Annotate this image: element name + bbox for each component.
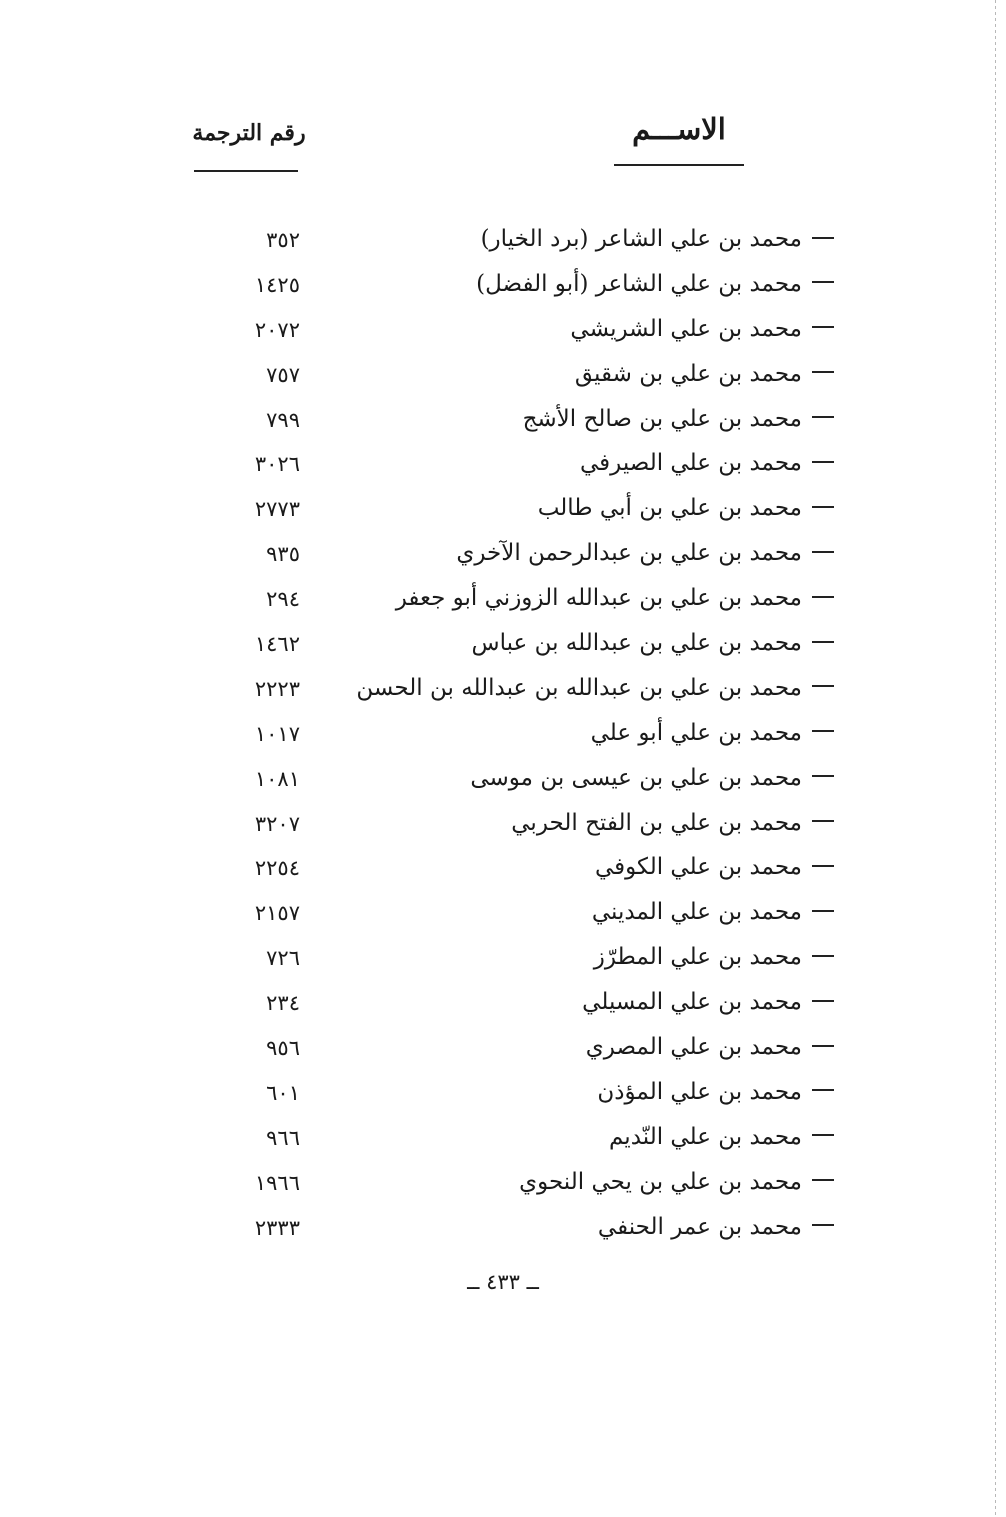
index-entry bbox=[0, 985, 1006, 1030]
entry-name: محمد بن علي المؤذن bbox=[597, 1078, 802, 1105]
entry-name-cell bbox=[586, 1034, 834, 1060]
entry-dash-marker bbox=[812, 1134, 834, 1136]
entry-name-cell bbox=[582, 989, 834, 1015]
entry-number: ٢٣٤ bbox=[266, 991, 300, 1016]
entry-number: ٧٩٩ bbox=[266, 407, 300, 432]
entry-number: ١٩٦٦ bbox=[254, 1170, 300, 1195]
entry-number: ٢٢٥٤ bbox=[254, 856, 300, 881]
name-column-rule bbox=[614, 164, 744, 166]
entry-name: محمد بن علي أبو علي bbox=[590, 719, 802, 746]
entry-number: ٢١٥٧ bbox=[254, 901, 300, 926]
entry-dash-marker bbox=[812, 775, 834, 777]
entry-name-cell bbox=[472, 630, 834, 656]
index-entry bbox=[0, 1030, 1006, 1075]
entry-name: محمد بن علي الشاعر (أبو الفضل) bbox=[476, 270, 802, 297]
entry-name: محمد بن علي الكوفي bbox=[594, 854, 802, 881]
index-entry bbox=[0, 536, 1006, 581]
index-entry bbox=[0, 446, 1006, 491]
index-entry bbox=[0, 761, 1006, 806]
entry-number: ١٤٢٥ bbox=[254, 272, 300, 297]
entry-dash-marker bbox=[812, 641, 834, 643]
entry-dash-marker bbox=[812, 1000, 834, 1002]
index-entry bbox=[0, 402, 1006, 447]
entry-dash-marker bbox=[812, 1045, 834, 1047]
entry-dash-marker bbox=[812, 1179, 834, 1181]
index-entry bbox=[0, 895, 1006, 940]
index-entry bbox=[0, 222, 1006, 267]
entry-name: محمد بن علي بن عبدالله بن عباس bbox=[471, 630, 802, 657]
entry-number: ٩٣٥ bbox=[266, 542, 300, 567]
entry-number: ٢٣٣٣ bbox=[254, 1215, 300, 1240]
entry-name: محمد بن علي بن يحي النحوي bbox=[519, 1168, 802, 1195]
entry-dash-marker bbox=[812, 1089, 834, 1091]
index-entry-list bbox=[0, 222, 1006, 1254]
index-entry bbox=[0, 267, 1006, 312]
entry-name: محمد بن علي النّديم bbox=[608, 1123, 802, 1150]
index-entry bbox=[0, 1165, 1006, 1210]
index-entry bbox=[0, 1210, 1006, 1255]
entry-dash-marker bbox=[812, 506, 834, 508]
index-entry bbox=[0, 1075, 1006, 1120]
entry-name: محمد بن علي بن الفتح الحربي bbox=[511, 809, 802, 836]
entry-number: ٣٠٢٦ bbox=[254, 452, 300, 477]
entry-name-cell bbox=[538, 495, 834, 521]
entry-number: ٧٥٧ bbox=[266, 362, 300, 387]
entry-dash-marker bbox=[812, 910, 834, 912]
entry-name-cell bbox=[456, 540, 834, 566]
index-entry bbox=[0, 491, 1006, 536]
entry-name-cell bbox=[396, 585, 834, 611]
entry-name-cell bbox=[597, 1079, 834, 1105]
entry-number: ٣٢٠٧ bbox=[254, 811, 300, 836]
entry-number: ١٤٦٢ bbox=[254, 632, 300, 657]
page-number: ــ ٤٣٣ ــ bbox=[467, 1270, 539, 1294]
entry-name: محمد بن علي بن عبدالله الزوزني أبو جعفر bbox=[395, 585, 802, 612]
entry-name-cell bbox=[519, 1169, 834, 1195]
entry-name: محمد بن علي الشريشي bbox=[570, 315, 802, 342]
entry-dash-marker bbox=[812, 551, 834, 553]
entry-name-cell bbox=[580, 450, 834, 476]
entry-dash-marker bbox=[812, 955, 834, 957]
entry-name: محمد بن علي الصيرفي bbox=[579, 450, 802, 477]
entry-name: محمد بن علي بن أبي طالب bbox=[537, 495, 802, 522]
entry-number: ١٠١٧ bbox=[254, 721, 300, 746]
entry-name-cell bbox=[476, 271, 834, 297]
entry-name: محمد بن علي المطرّز bbox=[593, 944, 802, 971]
entry-dash-marker bbox=[812, 1224, 834, 1226]
entry-name: محمد بن علي الشاعر (برد الخيار) bbox=[480, 226, 802, 252]
entry-number: ٦٠١ bbox=[266, 1080, 300, 1105]
entry-name: محمد بن علي بن شقيق bbox=[574, 360, 802, 387]
entry-number: ٢٠٧٢ bbox=[254, 317, 300, 342]
entry-number: ٧٢٦ bbox=[266, 946, 300, 971]
index-entry bbox=[0, 626, 1006, 671]
number-column-rule bbox=[194, 170, 298, 172]
index-entry bbox=[0, 1120, 1006, 1165]
entry-name: محمد بن علي بن عبدالرحمن الآخري bbox=[456, 540, 802, 567]
entry-number: ٢٩٤ bbox=[266, 587, 300, 612]
index-entry bbox=[0, 806, 1006, 851]
number-column-header: رقم الترجمة bbox=[192, 120, 306, 146]
entry-dash-marker bbox=[812, 685, 834, 687]
entry-name: محمد بن علي المديني bbox=[591, 899, 802, 926]
entry-number: ١٠٨١ bbox=[254, 766, 300, 791]
entry-name: محمد بن علي المسيلي bbox=[582, 989, 802, 1016]
entry-name-cell bbox=[591, 720, 834, 746]
entry-name-cell bbox=[470, 765, 834, 791]
entry-number: ٩٦٦ bbox=[266, 1125, 300, 1150]
entry-dash-marker bbox=[812, 371, 834, 373]
entry-number: ٢٧٧٣ bbox=[254, 497, 300, 522]
index-entry bbox=[0, 850, 1006, 895]
index-entry bbox=[0, 581, 1006, 626]
entry-name-cell bbox=[592, 899, 834, 925]
entry-name: محمد بن علي بن صالح الأشج bbox=[522, 405, 802, 432]
entry-number: ٢٢٢٣ bbox=[254, 676, 300, 701]
entry-dash-marker bbox=[812, 281, 834, 283]
entry-dash-marker bbox=[812, 596, 834, 598]
entry-number: ٩٥٦ bbox=[266, 1036, 300, 1061]
entry-dash-marker bbox=[812, 730, 834, 732]
entry-name-cell bbox=[523, 406, 834, 432]
entry-name: محمد بن عمر الحنفي bbox=[597, 1213, 802, 1240]
index-entry bbox=[0, 940, 1006, 985]
index-entry bbox=[0, 312, 1006, 357]
entry-name: محمد بن علي بن عبدالله بن عبدالله بن الحسن bbox=[356, 674, 802, 701]
entry-dash-marker bbox=[812, 326, 834, 328]
entry-name-cell bbox=[594, 944, 834, 970]
entry-dash-marker bbox=[812, 865, 834, 867]
entry-name-cell bbox=[511, 810, 834, 836]
entry-name-cell bbox=[598, 1214, 834, 1240]
entry-name: محمد بن علي المصري bbox=[585, 1034, 802, 1061]
index-entry bbox=[0, 716, 1006, 761]
entry-name-cell bbox=[609, 1124, 834, 1150]
entry-dash-marker bbox=[812, 461, 834, 463]
entry-name-cell bbox=[595, 854, 834, 880]
entry-dash-marker bbox=[812, 820, 834, 822]
entry-name-cell bbox=[570, 316, 834, 342]
entry-dash-marker bbox=[812, 237, 834, 239]
index-entry bbox=[0, 671, 1006, 716]
index-entry bbox=[0, 357, 1006, 402]
entry-number: ٣٥٢ bbox=[266, 228, 300, 252]
entry-name-cell bbox=[356, 675, 834, 701]
entry-name: محمد بن علي بن عيسى بن موسى bbox=[470, 764, 802, 791]
entry-dash-marker bbox=[812, 416, 834, 418]
entry-name-cell bbox=[575, 361, 834, 387]
name-column-header: الاســـم bbox=[632, 112, 726, 146]
entry-name-cell bbox=[481, 226, 834, 252]
